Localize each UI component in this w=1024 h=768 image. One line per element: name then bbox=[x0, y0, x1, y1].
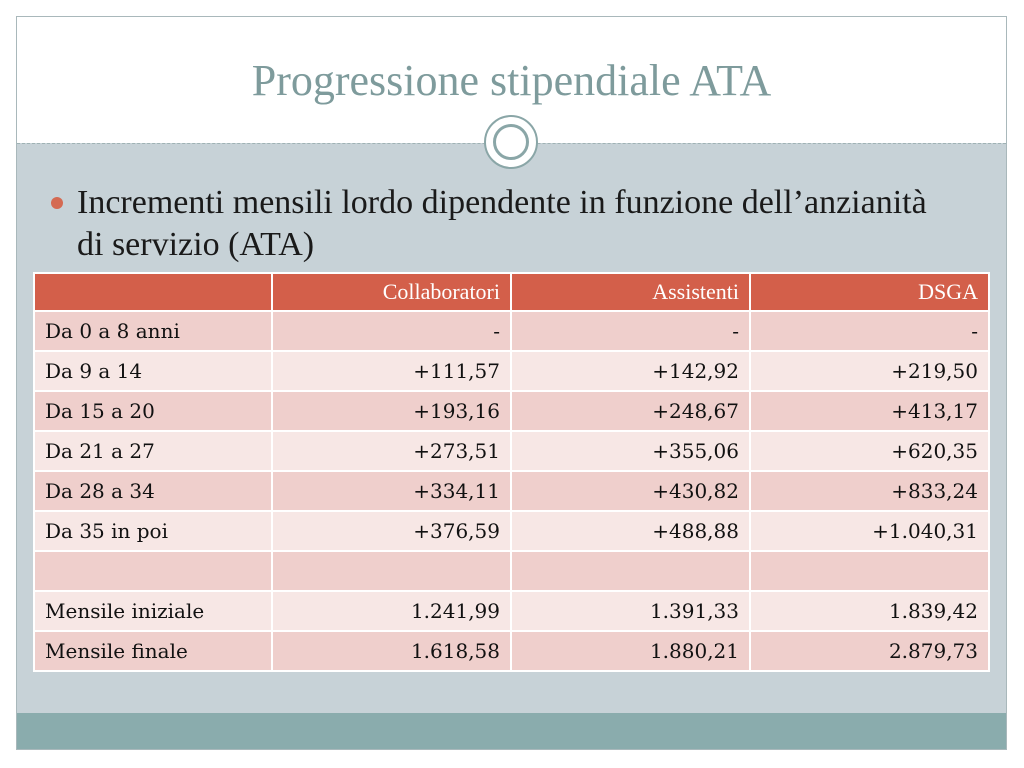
table-cell: +833,24 bbox=[750, 471, 989, 511]
row-label: Da 21 a 27 bbox=[34, 431, 272, 471]
row-label: Mensile finale bbox=[34, 631, 272, 671]
table-row bbox=[34, 311, 989, 351]
table-cell: - bbox=[511, 311, 750, 351]
table-cell: +142,92 bbox=[511, 351, 750, 391]
table-row bbox=[34, 631, 989, 671]
table-cell: 1.839,42 bbox=[750, 591, 989, 631]
table-cell: +111,57 bbox=[272, 351, 511, 391]
row-label: Da 35 in poi bbox=[34, 511, 272, 551]
slide-title: Progressione stipendiale ATA bbox=[251, 56, 772, 105]
table-cell: 1.880,21 bbox=[511, 631, 750, 671]
ring-ornament-icon bbox=[484, 115, 538, 169]
table-cell: +248,67 bbox=[511, 391, 750, 431]
table-row bbox=[34, 471, 989, 511]
bullet-item bbox=[51, 182, 951, 266]
header-cell-assistenti: Assistenti bbox=[511, 273, 750, 311]
footer-band bbox=[17, 713, 1006, 749]
ring-inner-icon bbox=[493, 124, 529, 160]
table-row bbox=[34, 391, 989, 431]
table-cell: - bbox=[272, 311, 511, 351]
table-cell: 1.241,99 bbox=[272, 591, 511, 631]
table-cell: 1.618,58 bbox=[272, 631, 511, 671]
table-row bbox=[34, 591, 989, 631]
table-cell: 1.391,33 bbox=[511, 591, 750, 631]
header-cell-collaboratori: Collaboratori bbox=[272, 273, 511, 311]
table-cell: +334,11 bbox=[272, 471, 511, 511]
row-label: Mensile iniziale bbox=[34, 591, 272, 631]
table-cell: +1.040,31 bbox=[750, 511, 989, 551]
table-cell: +430,82 bbox=[511, 471, 750, 511]
table-cell bbox=[750, 551, 989, 591]
bullet-dot-icon bbox=[51, 197, 63, 209]
table-cell: +219,50 bbox=[750, 351, 989, 391]
table-row bbox=[34, 431, 989, 471]
row-label: Da 28 a 34 bbox=[34, 471, 272, 511]
row-label bbox=[34, 551, 272, 591]
table-cell: +620,35 bbox=[750, 431, 989, 471]
row-label: Da 9 a 14 bbox=[34, 351, 272, 391]
header-cell-dsga: DSGA bbox=[750, 273, 989, 311]
table-cell: - bbox=[750, 311, 989, 351]
table-header-row bbox=[34, 273, 989, 311]
table-cell: +193,16 bbox=[272, 391, 511, 431]
slide-frame bbox=[16, 16, 1007, 750]
table-cell: +413,17 bbox=[750, 391, 989, 431]
table-row bbox=[34, 511, 989, 551]
row-label: Da 0 a 8 anni bbox=[34, 311, 272, 351]
bullet-text: Incrementi mensili lordo dipendente in funzione dell’anzianità di servizio (ATA) bbox=[77, 184, 927, 263]
table-cell bbox=[272, 551, 511, 591]
table-cell: 2.879,73 bbox=[750, 631, 989, 671]
table-cell: +376,59 bbox=[272, 511, 511, 551]
header-cell bbox=[34, 273, 272, 311]
table-cell: +488,88 bbox=[511, 511, 750, 551]
row-label: Da 15 a 20 bbox=[34, 391, 272, 431]
table-cell: +273,51 bbox=[272, 431, 511, 471]
table-row bbox=[34, 351, 989, 391]
salary-table bbox=[33, 272, 990, 672]
table-cell: +355,06 bbox=[511, 431, 750, 471]
table-cell bbox=[511, 551, 750, 591]
table-row-empty bbox=[34, 551, 989, 591]
